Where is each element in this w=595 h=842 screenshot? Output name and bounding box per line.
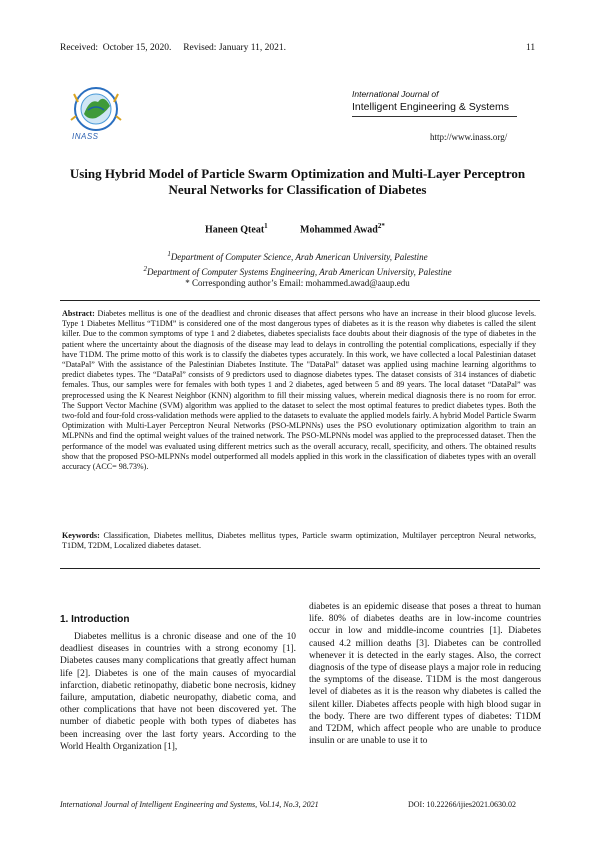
affiliation-2 <box>60 264 535 279</box>
intro-left-column <box>60 631 296 753</box>
corresponding-author: * Corresponding author’s Email: mohammed.awad@aaup.edu <box>185 278 410 288</box>
section-heading-introduction: 1. Introduction <box>60 614 130 625</box>
affiliation-1 <box>60 249 535 264</box>
intro-left-paragraph: Diabetes mellitus is a chronic disease and one of the 10 deadliest diseases in countries with a strong economy [1]. Diabetes causes many complications that greatly affect human life [2]. Diabetes is one of the main causes of myocardial infarction, diabetic retinopathy, diabetic bone necrosis, kidney failure, amputation, diabetic neuropathy, diabetic coma, and other complications that have not been discovered yet. The number of diabetic people with both types of diabetes has been increasing over the last forty years. According to the World Health Organization [1], <box>60 632 296 752</box>
author-2-sup: 2* <box>377 222 385 230</box>
footer-doi: DOI: 10.22266/ijies2021.0630.02 <box>408 800 516 809</box>
abstract-top-rule <box>60 300 540 301</box>
journal-url[interactable]: http://www.inass.org/ <box>430 132 508 142</box>
abstract-bottom-rule <box>60 568 540 569</box>
author-1-sup: 1 <box>264 222 268 230</box>
journal-name-line2: Intelligent Engineering & Systems <box>352 101 510 113</box>
affiliation-1-sup: 1 <box>167 250 171 258</box>
intro-right-paragraph: diabetes is an epidemic disease that poses a threat to human life. 80% of diabetes deaths are in low-income countries occur in low and middle-income countries [1]. Diabetes caused 4.2 million deaths [3]. Diabetes can be controlled whenever it is detected in the early stages. Also, the correct diagnosis of the type of disease plays a major role in reducing the symptoms of the disease. T1DM is the most dangerous level of diabetes as it is the reason why diabetes is called the silent killer. Diabetes affects people with high blood sugar in the body. There are two different types of diabetes: T1DM and T2DM, which affect people who are unable to produce insulin or are unable to use it to <box>309 602 541 747</box>
logo-text: INASS <box>72 132 99 141</box>
author-1-name: Haneen Qteat <box>205 224 265 236</box>
page-number: 11 <box>526 43 536 53</box>
author-1 <box>205 222 268 235</box>
keywords-label: Keywords: <box>62 531 100 540</box>
affiliation-1-text: Department of Computer Science, Arab American University, Palestine <box>170 252 428 262</box>
footer-journal: International Journal of Intelligent Engineering and Systems, Vol.14, No.3, 2021 <box>60 800 319 809</box>
abstract-text: Diabetes mellitus is one of the deadliest and chronic diseases that affect persons who have an increase in their blood glucose levels. Type 1 Diabetes Mellitus “T1DM” is considered one of the most dangerous types of diabetes as it is the reason why diabetes is called the silent killer. Due to the common symptoms of type 1 and 2 diabetes, diabetes specialists face doubts about their diagnosis of the type of diabetes in the patient where the uncertainty about the diagnosis of the disease may lead to delays in controlling the potential complications, especially if they have T1DM. The prime motto of this work is to classify the diabetes types accurately. In this work, we have collected a local Palestinian dataset “DataPal” With the assistance of the Palestinian Diabetes Institute. The "DataPal" dataset was applied using machine learning algorithms to predict diabetes types. The “DataPal” consists of 9 predictors used to diagnose diabetes types. The dataset consists of 314 instances of diabetic females. Thus, our samples were for females with both types 1 and 2 diabetes, aged between 5 and 89 years. The local dataset “DataPal” was preprocessed using the K Nearest Neighbor (KNN) algorithm to fill their missing values, wherein medical diagnosis there is no room for error. The Support Vector Machine (SVM) algorithm was applied to the dataset to select the most optimal features to predict diabetes types. Both the two-fold and four-fold cross-validation methods were applied to the datasets to evaluate the applied models fairly. A hybrid Model Particle Swarm Optimization with Multi-Layer Perceptron Neural Networks (PSO-MLPNNs) uses the PSO evolutionary optimization algorithm to train an MLPNNs and find the optimal weight values of the trained network. The PSO-MLPNNs model was applied to the preprocessed dataset. Then the performance of the model was evaluated using different metrics such as the overall accuracy, recall, specificity, and others. The obtained results show that the proposed PSO-MLPNNs model outperformed all models applied in this work in the classification of diabetes types with an overall accuracy (ACC= 98.73%). <box>62 309 536 472</box>
keywords <box>62 531 536 551</box>
intro-right-column <box>309 601 541 747</box>
journal-divider <box>352 116 517 117</box>
abstract-label: Abstract: <box>62 309 95 318</box>
affiliations <box>60 249 535 290</box>
author-2 <box>300 222 385 235</box>
received-revised-dates: Received: October 15, 2020. Revised: January 11, 2021. <box>60 43 287 53</box>
affiliation-2-sup: 2 <box>143 264 147 273</box>
author-2-name: Mohammed Awad <box>300 224 378 236</box>
paper-title: Using Hybrid Model of Particle Swarm Optimization and Multi-Layer Perceptron Neural Networks for Classification of Diabetes <box>69 166 526 197</box>
abstract <box>62 309 536 472</box>
journal-name-line1: International Journal of <box>352 89 439 99</box>
journal-name <box>352 88 509 114</box>
keywords-text: Classification, Diabetes mellitus, Diabetes mellitus types, Particle swarm optimization, Multilayer perceptron Neural networks, T1DM, T2DM, Localized diabetes dataset. <box>62 531 536 551</box>
affiliation-2-text: Department of Computer Systems Engineering, Arab American University, Palestine <box>146 266 452 277</box>
